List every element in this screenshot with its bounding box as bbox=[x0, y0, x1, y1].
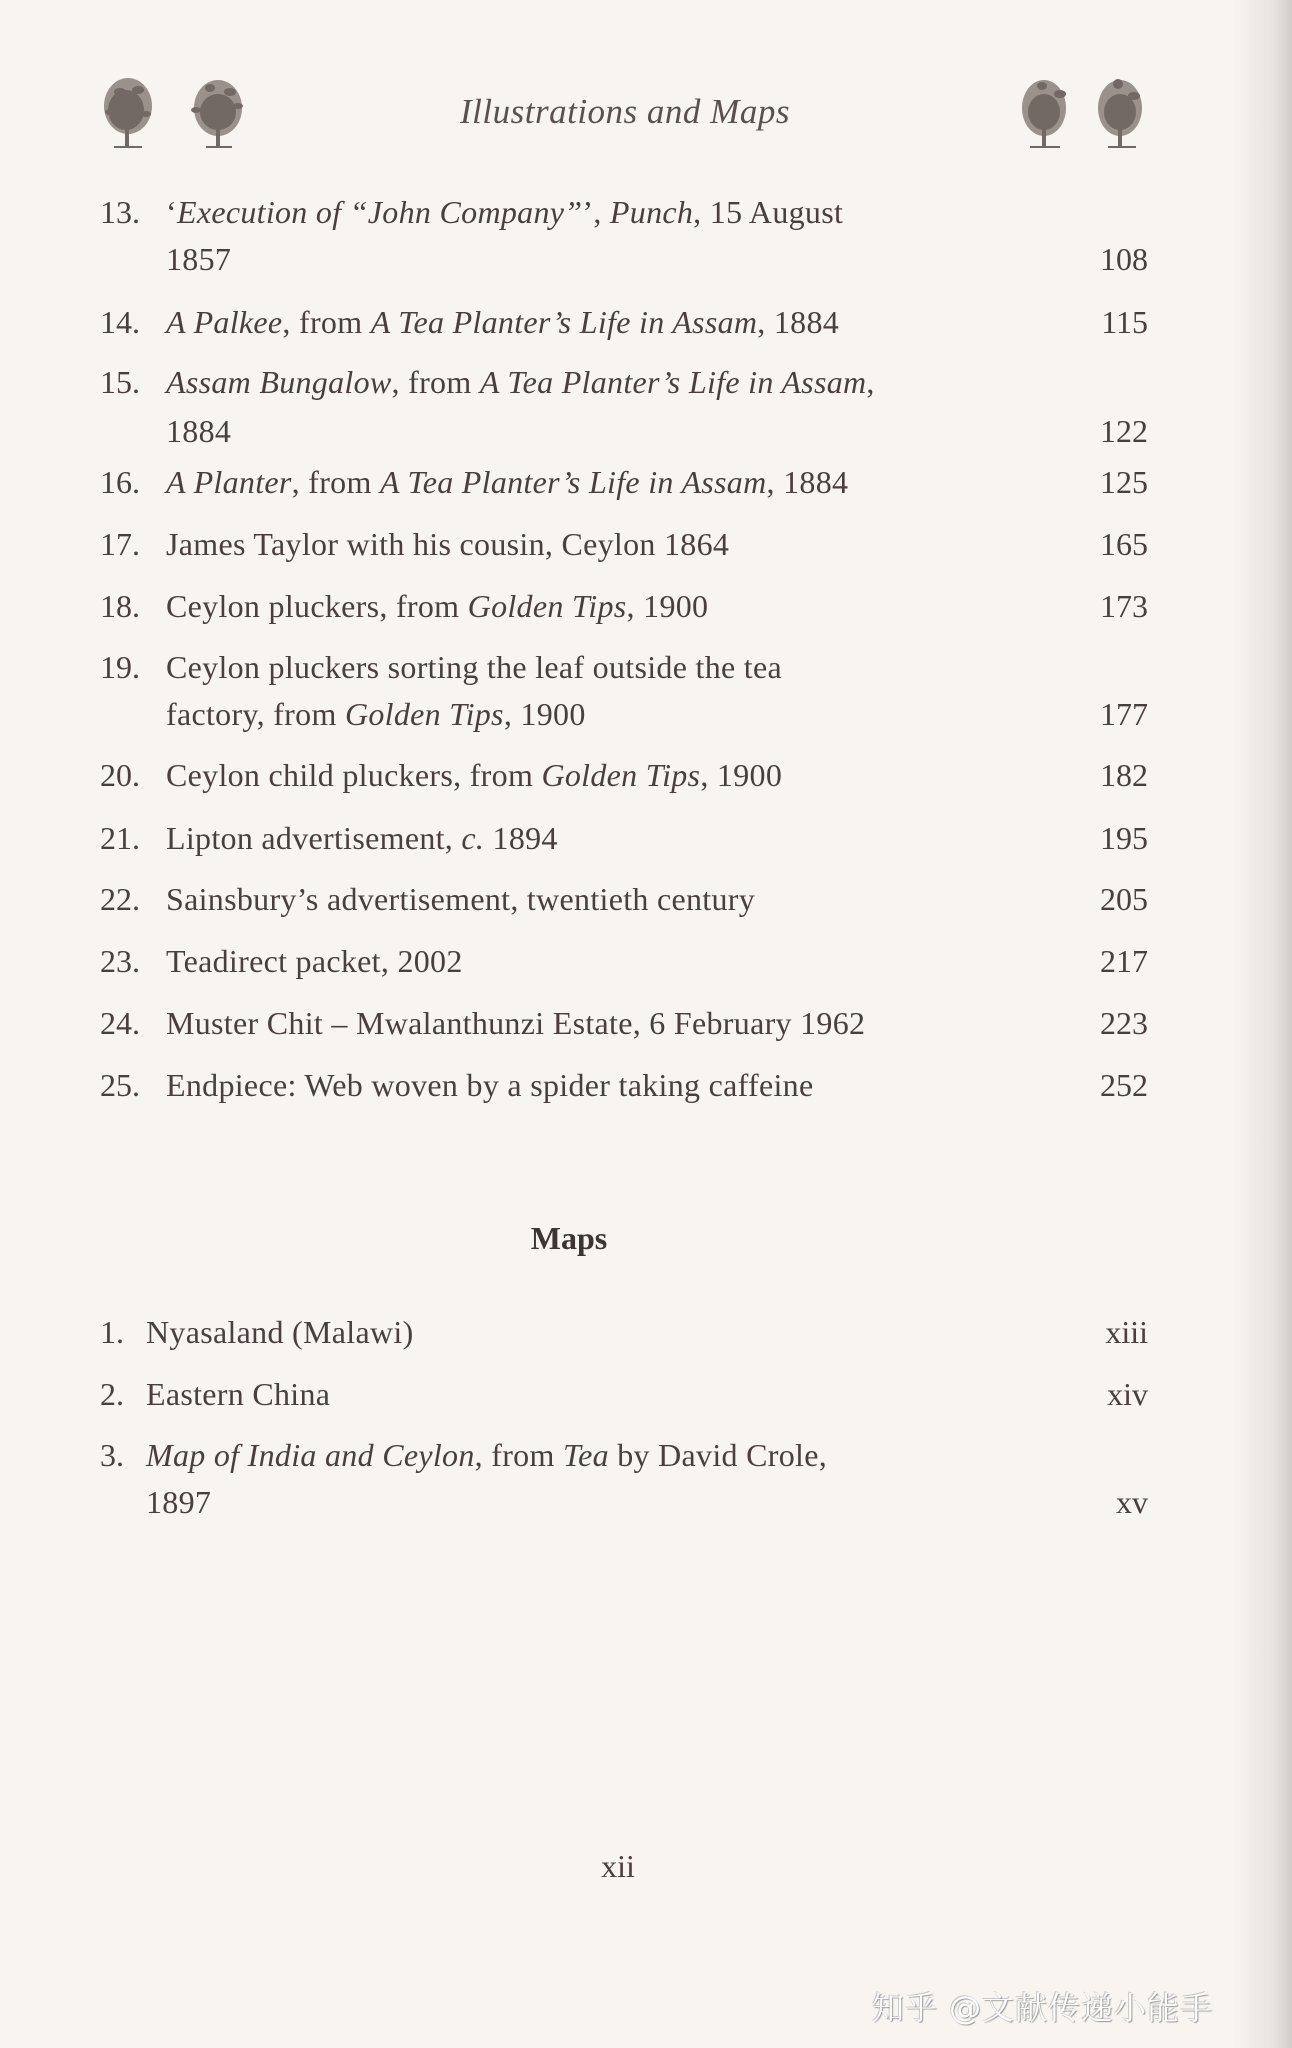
entry-caption-line bbox=[166, 756, 782, 794]
entry-page-number: 205 bbox=[1100, 881, 1148, 917]
entry-page-number: xiv bbox=[1107, 1376, 1148, 1412]
caption-text: 1857 bbox=[166, 241, 232, 277]
entry-number: 3. bbox=[100, 1437, 124, 1473]
caption-text: , 15 August bbox=[693, 194, 844, 230]
italic-title: A Tea Planter’s Life in Assam bbox=[370, 304, 758, 340]
caption-text: Endpiece: Web woven by a spider taking caffeine bbox=[166, 1067, 814, 1103]
entry-caption-line bbox=[166, 303, 839, 341]
entry-page-number: xv bbox=[1116, 1484, 1148, 1520]
entry-number: 20. bbox=[100, 757, 140, 793]
italic-title: Tea bbox=[562, 1437, 609, 1473]
entry-caption-line bbox=[166, 648, 782, 686]
caption-text: Lipton advertisement, bbox=[166, 820, 462, 856]
caption-text: , from bbox=[391, 364, 480, 400]
caption-text: , 1884 bbox=[766, 464, 849, 500]
entry-caption-line bbox=[146, 1375, 330, 1413]
caption-text: , 1900 bbox=[503, 696, 586, 732]
caption-text: , from bbox=[282, 304, 371, 340]
entry-page-number: 195 bbox=[1100, 820, 1148, 856]
entry-page-number: 115 bbox=[1101, 304, 1148, 340]
entry-number: 19. bbox=[100, 649, 140, 685]
entry-page-number: 173 bbox=[1100, 588, 1148, 624]
entry-caption-line bbox=[146, 1313, 414, 1351]
running-head-title: Illustrations and Maps bbox=[460, 92, 790, 131]
caption-text: , 1884 bbox=[757, 304, 840, 340]
entry-caption-line bbox=[166, 587, 708, 625]
italic-title: A Palkee bbox=[166, 304, 283, 340]
caption-text: by David Crole, bbox=[608, 1437, 828, 1473]
caption-text: ’, bbox=[582, 194, 610, 230]
italic-title: A Tea Planter’s Life in Assam bbox=[479, 364, 867, 400]
entry-caption-line bbox=[166, 240, 231, 278]
entry-caption-line bbox=[146, 1436, 827, 1474]
entry-page-number: 223 bbox=[1100, 1005, 1148, 1041]
entry-number: 18. bbox=[100, 588, 140, 624]
entry-caption-line bbox=[146, 1483, 211, 1521]
entry-caption-line bbox=[166, 695, 586, 733]
entry-caption-line bbox=[166, 412, 231, 450]
italic-title: Execution of “John Company” bbox=[176, 194, 583, 230]
entry-caption-line bbox=[166, 1066, 813, 1104]
caption-text: Ceylon child pluckers, from bbox=[166, 757, 542, 793]
caption-text: Teadirect packet, 2002 bbox=[166, 943, 463, 979]
caption-text: factory, from bbox=[166, 696, 345, 732]
caption-text: ‘ bbox=[166, 194, 177, 230]
entry-number: 22. bbox=[100, 881, 140, 917]
entry-caption-line bbox=[166, 193, 843, 231]
entry-caption-line bbox=[166, 880, 755, 918]
italic-title: Golden Tips bbox=[467, 588, 627, 624]
entry-caption-line bbox=[166, 463, 848, 501]
entry-caption-line bbox=[166, 819, 558, 857]
entry-number: 1. bbox=[100, 1314, 124, 1350]
maps-heading: Maps bbox=[530, 1220, 608, 1256]
caption-text: James Taylor with his cousin, Ceylon 1864 bbox=[166, 526, 730, 562]
caption-text: Ceylon pluckers sorting the leaf outside the tea bbox=[166, 649, 783, 685]
caption-text: Muster Chit – Mwalanthunzi Estate, 6 February 1962 bbox=[166, 1005, 866, 1041]
caption-text: Eastern China bbox=[146, 1376, 331, 1412]
entry-number: 15. bbox=[100, 364, 140, 400]
italic-title: A Tea Planter’s Life in Assam bbox=[379, 464, 767, 500]
entry-number: 14. bbox=[100, 304, 140, 340]
entry-page-number: 122 bbox=[1100, 413, 1148, 449]
italic-title: Golden Tips bbox=[344, 696, 504, 732]
entry-page-number: 252 bbox=[1100, 1067, 1148, 1103]
entry-caption-line bbox=[166, 525, 729, 563]
entry-page-number: xiii bbox=[1105, 1314, 1148, 1350]
entry-page-number: 108 bbox=[1100, 241, 1148, 277]
caption-text: 1884 bbox=[166, 413, 232, 449]
page-number: xii bbox=[601, 1848, 635, 1884]
entry-number: 17. bbox=[100, 526, 140, 562]
entry-number: 23. bbox=[100, 943, 140, 979]
entry-number: 16. bbox=[100, 464, 140, 500]
italic-title: A Planter bbox=[166, 464, 292, 500]
caption-text: Ceylon pluckers, from bbox=[166, 588, 468, 624]
italic-title: c. bbox=[461, 820, 485, 856]
caption-text: 1897 bbox=[146, 1484, 212, 1520]
entry-number: 21. bbox=[100, 820, 140, 856]
entry-page-number: 217 bbox=[1100, 943, 1148, 979]
entry-caption-line bbox=[166, 363, 875, 401]
italic-title: Map of India and Ceylon bbox=[146, 1437, 475, 1473]
italic-title: Golden Tips bbox=[541, 757, 701, 793]
caption-text: , 1900 bbox=[626, 588, 709, 624]
entry-number: 2. bbox=[100, 1376, 124, 1412]
watermark: 知乎 @文献传递小能手 bbox=[872, 1989, 1214, 2027]
entry-page-number: 165 bbox=[1100, 526, 1148, 562]
entry-number: 13. bbox=[100, 194, 140, 230]
entry-caption-line bbox=[166, 942, 463, 980]
entry-caption-line bbox=[166, 1004, 865, 1042]
page-edge-shadow bbox=[1232, 0, 1292, 2048]
italic-title: Punch bbox=[609, 194, 694, 230]
caption-text: , 1900 bbox=[700, 757, 783, 793]
caption-text: 1894 bbox=[484, 820, 558, 856]
entry-page-number: 182 bbox=[1100, 757, 1148, 793]
caption-text: , from bbox=[291, 464, 380, 500]
caption-text: Sainsbury’s advertisement, twentieth century bbox=[166, 881, 756, 917]
caption-text: , from bbox=[474, 1437, 563, 1473]
caption-text: , bbox=[866, 364, 875, 400]
entry-number: 25. bbox=[100, 1067, 140, 1103]
entry-page-number: 125 bbox=[1100, 464, 1148, 500]
italic-title: Assam Bungalow bbox=[166, 364, 392, 400]
caption-text: Nyasaland (Malawi) bbox=[146, 1314, 414, 1350]
entry-number: 24. bbox=[100, 1005, 140, 1041]
entry-page-number: 177 bbox=[1100, 696, 1148, 732]
